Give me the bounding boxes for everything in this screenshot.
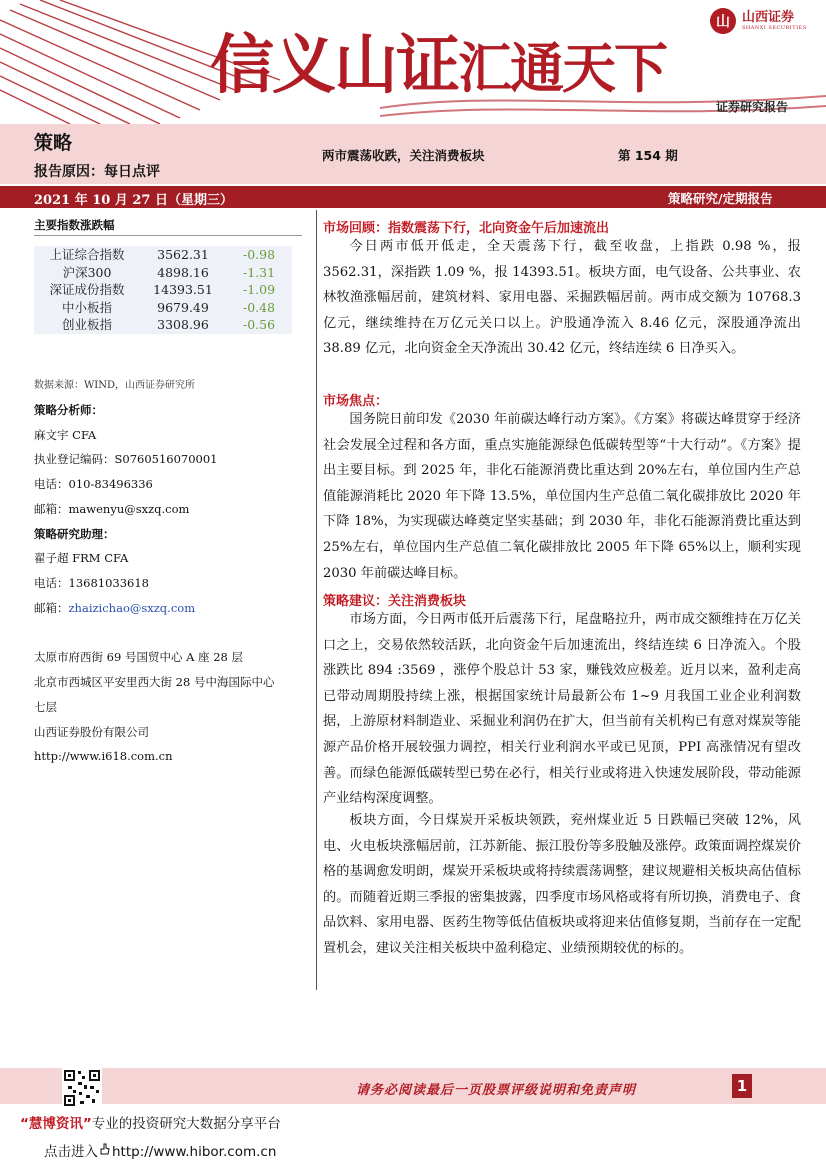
section-title-strategy: 策略建议：关注消费板块 xyxy=(323,594,467,609)
section-title-market-focus: 市场焦点： xyxy=(323,394,389,409)
company-website[interactable]: http://www.i618.com.cn xyxy=(34,749,173,763)
analyst-phone: 电话：010-83496336 xyxy=(34,477,153,491)
paragraph-strategy-market: 市场方面，今日两市低开后震荡下行，尾盘略拉升，两市成交额维持在万亿关口之上，交易依然较活跃，北向资金午后加速流出，终结连续 6 日净流入。个股涨跌比 894 :3569 ，涨停个股总计 53 家，赚钱效应极差。近月以来，盈利走高已带动周期股持续上涨，根据国家统计局最新公布 1~9 月我国工业企业利润数据，上游原材料制造业、采掘业利润仍在扩大，但当前有关机构已有意对煤炭等能源产品价格开展较强力调控，相关行业利润水平或已见顶，PPI 高涨情况有望改善。而绿色能源低碳转型已势在必行，相关行业或将进入快速发展阶段，带动能源产业结构深度调整。 xyxy=(323,612,801,807)
promo-link-row[interactable] xyxy=(44,1140,276,1160)
index-change: -0.48 xyxy=(242,299,276,315)
paragraph-market-review: 今日两市低开低走，全天震荡下行，截至收盘，上指跌 0.98 %，报 3562.31，深指跌 1.09 %，报 14393.51。板块方面，电气设备、公共事业、农林牧渔涨幅居前，建筑材料、家用电器、采掘跌幅居前。两市成交额为 10768.3 亿元，继续维持在万亿元关口以上。沪股通净流入 8.46 亿元，深股通净流出 38.89 亿元，北向资金全天净流出 30.42 亿元，终结连续 6 日净买入。 xyxy=(323,239,801,357)
table-row xyxy=(34,316,292,334)
qr-code-icon[interactable] xyxy=(62,1068,102,1108)
report-headline: 两市震荡收跌，关注消费板块 xyxy=(322,148,485,163)
table-row xyxy=(34,281,292,299)
logo-subtitle: SHANXI SECURITIES xyxy=(742,25,807,31)
logo-mark-icon: 山 xyxy=(710,8,736,34)
analyst-email[interactable]: mawenyu@sxzq.com xyxy=(68,502,190,516)
promo-brand: “慧博资讯” xyxy=(20,1116,92,1132)
logo-name: 山西证券 xyxy=(742,10,795,25)
index-name: 中小板指 xyxy=(61,299,112,315)
report-reason: 报告原因：每日点评 xyxy=(34,164,160,180)
table-row xyxy=(34,264,292,282)
assistant-email-row xyxy=(34,600,195,616)
slogan-part2: 汇通天下 xyxy=(458,37,666,100)
divider xyxy=(34,235,302,236)
email-label: 邮箱： xyxy=(34,601,69,615)
promo-text: 专业的投资研究大数据分享平台 xyxy=(91,1116,281,1132)
table-row xyxy=(34,246,292,264)
email-label: 邮箱： xyxy=(34,502,69,516)
slogan-part1: 信义山证 xyxy=(210,29,458,103)
address-beijing: 北京市西城区平安里西大街 28 号中海国际中心 xyxy=(34,675,275,689)
index-name: 沪深300 xyxy=(62,264,112,280)
section-title-market-review: 市场回顾：指数震荡下行，北向资金午后加速流出 xyxy=(323,221,610,236)
report-type-label: 证券研究报告 xyxy=(716,100,789,114)
index-change: -0.98 xyxy=(242,247,276,262)
index-change: -1.09 xyxy=(242,282,276,298)
report-category: 策略 xyxy=(34,132,73,154)
assistant-label: 策略研究助理： xyxy=(34,527,115,541)
analyst-name: 麻文宇 CFA xyxy=(34,428,97,442)
index-close: 14393.51 xyxy=(153,282,213,298)
disclaimer-text: 请务必阅读最后一页股票评级说明和免责声明 xyxy=(356,1083,637,1098)
data-source-note: 数据来源：WIND，山西证券研究所 xyxy=(34,380,195,391)
analyst-email-row xyxy=(34,501,189,517)
page-number: 1 xyxy=(732,1074,752,1098)
index-table xyxy=(34,246,292,334)
column-divider xyxy=(316,210,317,990)
analyst-label: 策略分析师： xyxy=(34,403,103,417)
report-kind: 策略研究/定期报告 xyxy=(668,191,773,206)
index-name: 深证成份指数 xyxy=(49,282,125,298)
table-row xyxy=(34,299,292,317)
company-name: 山西证券股份有限公司 xyxy=(34,725,149,739)
issue-number: 第 154 期 xyxy=(618,148,678,163)
pointing-hand-icon xyxy=(98,1142,112,1156)
assistant-name: 翟子超 FRM CFA xyxy=(34,551,129,565)
assistant-email-link[interactable]: zhaizichao@sxzq.com xyxy=(68,601,196,615)
analyst-reg-code: 执业登记编码：S0760516070001 xyxy=(34,452,218,466)
assistant-phone: 电话：13681033618 xyxy=(34,576,149,590)
promo-url-link[interactable]: http://www.hibor.com.cn xyxy=(112,1144,277,1160)
promo-line xyxy=(20,1112,281,1132)
company-logo xyxy=(710,8,807,34)
index-table-title: 主要指数涨跌幅 xyxy=(34,218,115,232)
index-close: 3562.31 xyxy=(157,247,209,262)
header-slogan xyxy=(210,14,666,106)
index-change: -0.56 xyxy=(242,317,276,333)
address-beijing-floor: 七层 xyxy=(34,700,57,714)
address-taiyuan: 太原市府西街 69 号国贸中心 A 座 28 层 xyxy=(34,650,244,664)
index-name: 创业板指 xyxy=(61,317,112,333)
index-name: 上证综合指数 xyxy=(49,247,125,262)
report-date: 2021 年 10 月 27 日（星期三） xyxy=(34,193,233,208)
promo-click-label: 点击进入 xyxy=(44,1144,98,1160)
paragraph-strategy-sectors: 板块方面，今日煤炭开采板块领跌，兖州煤业近 5 日跌幅已突破 12%，风电、火电板块涨幅居前，江苏新能、振江股份等多股触及涨停。政策面调控煤炭价格的基调愈发明朗，煤炭开采板块或将持续震荡调整，建议规避相关板块高估值标的。而随着近期三季报的密集披露，四季度市场风格或将有所切换，消费电子、食品饮料、家用电器、医药生物等低估值板块或将迎来估值修复期，当前存在一定配置机会，建议关注相关板块中盈利稳定、业绩预期较优的标的。 xyxy=(323,813,801,956)
paragraph-market-focus: 国务院日前印发《2030 年前碳达峰行动方案》。《方案》将碳达峰贯穿于经济社会发展全过程和各方面，重点实施能源绿色低碳转型等“十大行动”。《方案》提出主要目标。到 2025 年，非化石能源消费比重达到 20%左右，单位国内生产总值能源消耗比 2020 年下降 13.5%，单位国内生产总值二氧化碳排放比 2020 年下降 18%，为实现碳达峰奠定坚实基础；到 2030 年，非化石能源消费比重达到 25%左右，单位国内生产总值二氧化碳排放比 2005 年下降 65%以上，顺利实现 2030 年前碳达峰目标。 xyxy=(323,412,801,581)
index-close: 9679.49 xyxy=(157,299,209,315)
index-close: 3308.96 xyxy=(157,317,209,333)
index-change: -1.31 xyxy=(242,264,276,280)
index-close: 4898.16 xyxy=(157,264,209,280)
